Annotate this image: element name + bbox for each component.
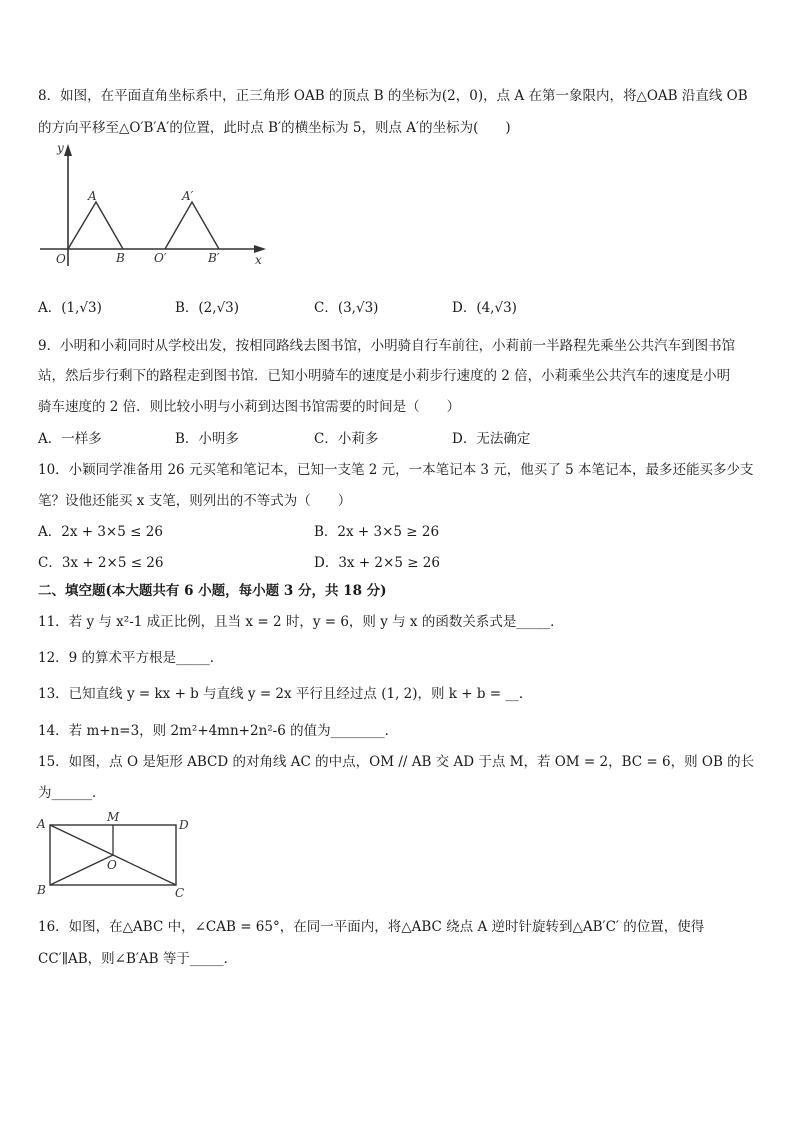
q8-line1: 8．如图，在平面直角坐标系中，正三角形 OAB 的顶点 B 的坐标为(2，0)，点 A 在第一象限内，将△OAB 沿直线 OB [38, 88, 748, 104]
label-x: x [255, 253, 262, 267]
section-2-heading: 二、填空题(本大题共有 6 小题，每小题 3 分，共 18 分) [38, 583, 387, 599]
q9-line2: 站，然后步行剩下的路程走到图书馆．已知小明骑车的速度是小莉步行速度的 2 倍，小莉乘坐公共汽车的速度是小明 [38, 368, 731, 384]
q8-option-a: A．(1,√3) [38, 300, 102, 316]
q16-line2: CC′∥AB，则∠B′AB 等于_____． [38, 951, 238, 967]
q10-option-d: D．3x + 2×5 ≥ 26 [314, 555, 440, 571]
q9-option-b: B．小明多 [175, 431, 239, 447]
triangle-O2A2B2 [165, 202, 219, 249]
q8-line2: 的方向平移至△O′B′A′的位置，此时点 B′的横坐标为 5，则点 A′的坐标为( ) [38, 120, 511, 136]
segment-OB [50, 855, 113, 885]
q10-option-c: C．3x + 2×5 ≤ 26 [38, 555, 164, 571]
triangle-OAB [68, 202, 123, 249]
q10-line2: 笔？设他还能买 x 支笔，则列出的不等式为（ ） [38, 493, 352, 509]
label-D: D [179, 818, 189, 832]
label-B-prime: B′ [208, 251, 220, 265]
label-A: A [88, 189, 97, 203]
q10-option-a: A．2x + 3×5 ≤ 26 [38, 524, 163, 540]
q8-option-d: D．(4,√3) [452, 300, 517, 316]
q13: 13．已知直线 y = kx + b 与直线 y = 2x 平行且经过点 (1, 2)，则 k + b = __． [38, 686, 533, 702]
label-B: B [116, 251, 125, 265]
q9-option-c: C．小莉多 [314, 431, 379, 447]
q15-rectangle-figure [34, 808, 204, 900]
label-B: B [37, 883, 46, 897]
q8-option-b: B．(2,√3) [175, 300, 240, 316]
label-O: O [56, 252, 66, 266]
y-axis-arrow [64, 144, 72, 156]
q10-option-b: B．2x + 3×5 ≥ 26 [314, 524, 440, 540]
label-A: A [37, 817, 46, 831]
label-M: M [107, 810, 120, 824]
label-O: O [107, 858, 117, 872]
label-A-prime: A′ [182, 189, 194, 203]
q14: 14．若 m+n=3，则 2m²+4mn+2n²-6 的值为________． [38, 723, 399, 739]
q8-coordinate-figure [36, 138, 276, 270]
q8-option-c: C．(3,√3) [314, 300, 379, 316]
q12: 12．9 的算术平方根是_____． [38, 650, 224, 666]
label-C: C [175, 886, 185, 900]
q15-line1: 15．如图，点 O 是矩形 ABCD 的对角线 AC 的中点，OM // AB 交 AD 于点 M，若 OM = 2，BC = 6，则 OB 的长 [38, 754, 755, 770]
q9-option-a: A．一样多 [38, 431, 102, 447]
q9-line3: 骑车速度的 2 倍．则比较小明与小莉到达图书馆需要的时间是（ ） [38, 399, 461, 415]
label-y: y [57, 141, 64, 155]
label-O-prime: O′ [154, 251, 167, 265]
q10-line1: 10．小颖同学准备用 26 元买笔和笔记本，已知一支笔 2 元，一本笔记本 3 元，他买了 5 本笔记本，最多还能买多少支 [38, 462, 754, 478]
x-axis-arrow [254, 245, 266, 253]
q9-line1: 9．小明和小莉同时从学校出发，按相同路线去图书馆，小明骑自行车前往，小莉前一半路程先乘坐公共汽车到图书馆 [38, 338, 736, 354]
q15-line2: 为______． [38, 785, 106, 801]
q9-option-d: D．无法确定 [452, 431, 531, 447]
q16-line1: 16．如图，在△ABC 中，∠CAB = 65°，在同一平面内，将△ABC 绕点 A 逆时针旋转到△AB′C′ 的位置，使得 [38, 919, 705, 935]
q11: 11．若 y 与 x²-1 成正比例，且当 x = 2 时，y = 6，则 y 与 x 的函数关系式是_____． [38, 614, 564, 630]
